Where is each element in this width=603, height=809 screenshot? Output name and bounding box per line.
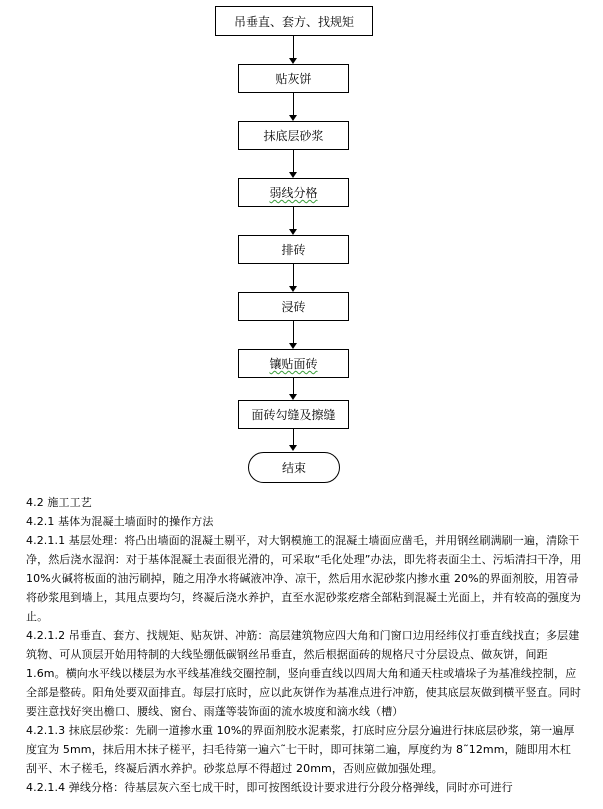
flow-step-3: 抹底层砂浆 (238, 121, 349, 150)
arrow-icon (289, 445, 297, 451)
flow-end: 结束 (248, 452, 340, 483)
paragraph-base-treatment: 4.2.1.1 基层处理：将凸出墙面的混凝土剔平，对大钢模施工的混凝土墙面应凿毛，并用钢丝刷满刷一遍，清除干净，然后浇水湿润：对于基体混凝土表面很光滑的，可采取“毛化处理”办法，即先将表面尘土、污垢清扫干净，用 10%火碱将板面的油污刷掉，随之用净水将碱液冲净、凉干，然后用水泥砂浆内掺水重 20%的界面剂胶，用笤帚将砂浆甩到墙上，其甩点要均匀，终凝后浇水养护，直至水泥砂浆疙瘩全部粘到混凝土光面上，并有较高的强度为止。 (26, 534, 582, 623)
flow-step-5: 排砖 (238, 235, 349, 264)
flow-step-1: 吊垂直、套方、找规矩 (215, 6, 373, 36)
section-heading: 4.2 施工工艺 (26, 496, 92, 509)
paragraph-base-mortar: 4.2.1.3 抹底层砂浆：先刷一道掺水重 10%的界面剂胶水泥素浆，打底时应分层分遍进行抹底层砂浆，第一遍厚度宜为 5mm，抹后用木抹子槎平，扫毛待第一遍六˜七干时，即可抹第二遍，厚度约为 8˜12mm，随即用木杠刮平、木子槎毛，终凝后洒水养护。砂浆总厚不得超过 20mm，否则应做加强处理。 (26, 724, 575, 775)
flow-step-2: 贴灰饼 (238, 64, 349, 93)
flow-step-7: 镶贴面砖 (238, 349, 349, 378)
document-body (26, 493, 582, 797)
flow-step-6: 浸砖 (238, 292, 349, 321)
flow-step-8: 面砖勾缝及擦缝 (238, 400, 349, 429)
paragraph-line-marking: 4.2.1.4 弹线分格：待基层灰六至七成干时，即可按图纸设计要求进行分段分格弹线，同时亦可进行 (26, 781, 513, 794)
paragraph-plumb-square: 4.2.1.2 吊垂直、套方、找规矩、贴灰饼、冲筋：高层建筑物应四大角和门窗口边用经纬仪打垂直线找直；多层建筑物、可从顶层开始用特制的大线坠绷低碳钢丝吊垂直，然后根据面砖的规格尺寸分层设点、做灰饼，间距 1.6m。横向水平线以楼层为水平线基准线交圈控制，竖向垂直线以四周大角和通天柱或墙垛子为基准线控制，应全部是整砖。阳角处要双面排直。每层打底时，应以此灰饼作为基准点进行冲筋，使其底层灰做到横平竖直。同时要注意找好突出檐口、腰线、窗台、雨蓬等装饰面的流水坡度和滴水线（槽） (26, 629, 581, 718)
subsection-heading: 4.2.1 基体为混凝土墙面时的操作方法 (26, 515, 214, 528)
flow-step-4: 弱线分格 (238, 178, 349, 207)
